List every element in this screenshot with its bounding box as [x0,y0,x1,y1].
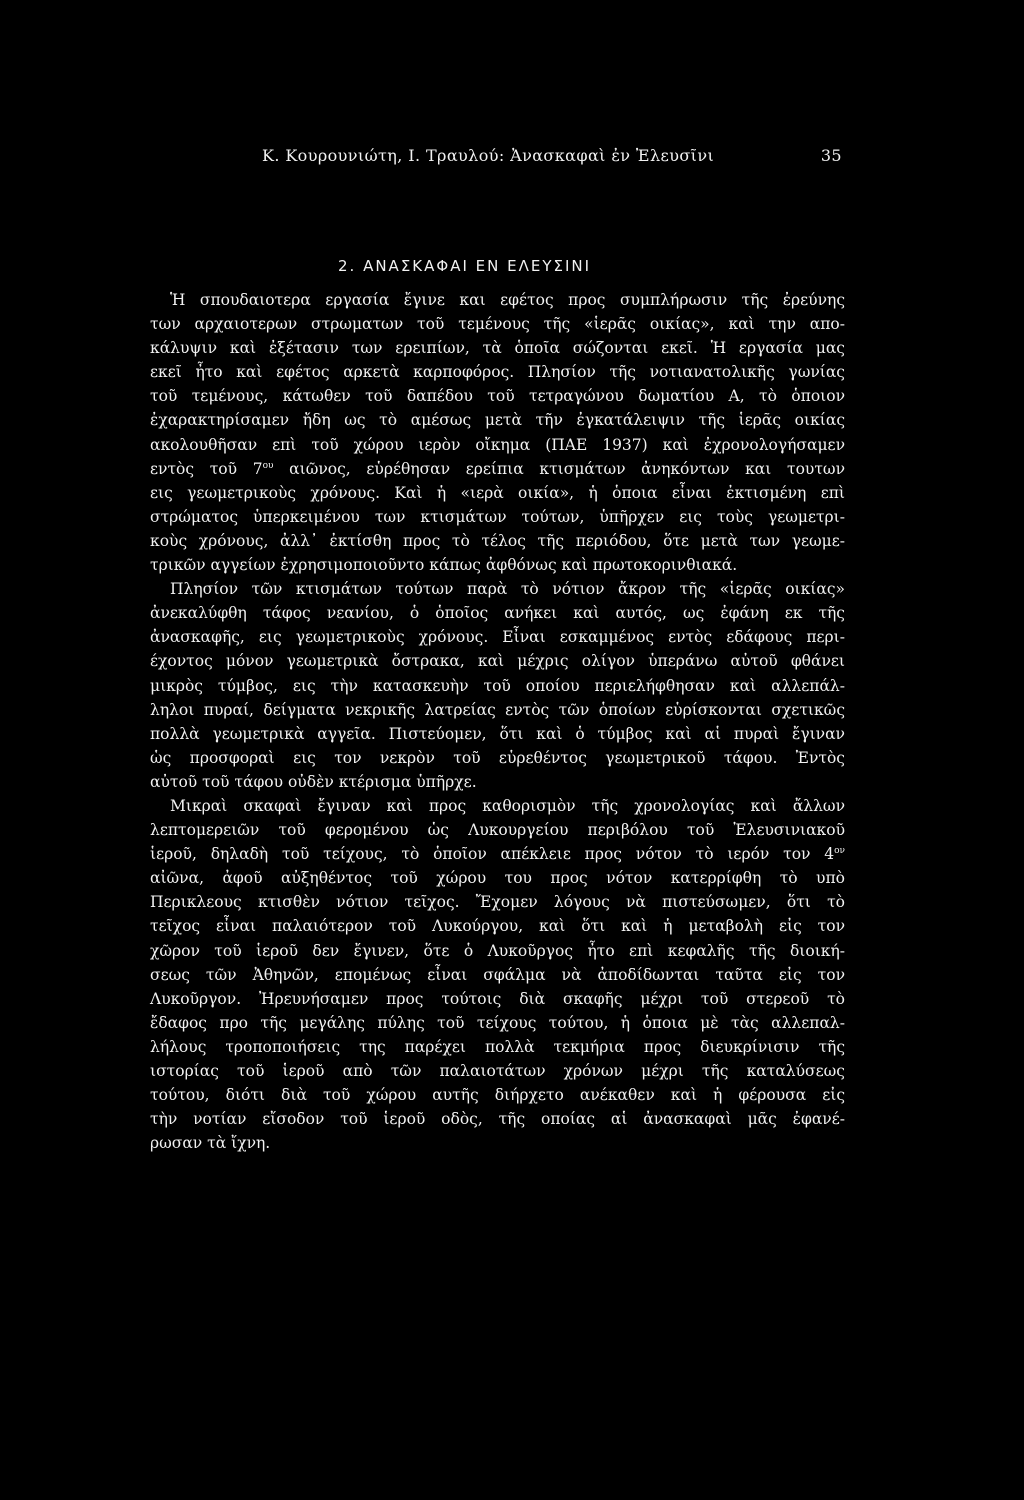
text-line: τὴν νοτίαν εἴσοδον τοῦ ἱεροῦ οδὸς, τῆς οποίας αἱ ἀνασκαφαὶ μᾶς ἐφανέ- [150,1110,845,1129]
text-line: Λυκοῦργον. Ἠρευνήσαμεν προς τούτοις διὰ σκαφῆς μέχρι τοῦ στερεοῦ τὸ [150,989,845,1008]
text-line: Περικλεους κτισθὲν νότιον τεῖχος. Ἔχομεν λόγους νὰ πιστεύσωμεν, ὅτι τὸ [150,893,845,912]
text-line: σεως τῶν Ἀθηνῶν, επομένως εἶναι σφάλμα νὰ ἀποδίδωνται ταῦτα εἰς τον [150,965,845,984]
running-title: Κ. Κουρουνιώτη, Ι. Τραυλού: Ἀνασκαφαὶ ἐν Ἐλευσῖνι [262,146,715,165]
text-line: ιστορίας τοῦ ἱεροῦ απὸ τῶν παλαιοτάτων χρόνων μέχρι τῆς καταλύσεως [150,1062,845,1080]
text-line: λεπτομερειῶν τοῦ φερομένου ὡς Λυκουργείου περιβόλου τοῦ Ἐλευσινιακοῦ [150,821,845,840]
text-line: πολλὰ γεωμετρικὰ αγγεῖα. Πιστεύομεν, ὅτι καὶ ὁ τύμβος καὶ αἱ πυραὶ ἔγιναν [150,724,845,743]
text-line: Μικραὶ σκαφαὶ ἔγιναν καὶ προς καθορισμὸν τῆς χρονολογίας καὶ ἄλλων [170,796,845,815]
text-line: κάλυψιν καὶ ἐξέτασιν των ερειπίων, τὰ ὁποῖα σώζονται εκεῖ. Ἡ εργασία μας [150,339,845,358]
text-line: τεῖχος εἶναι παλαιότερον τοῦ Λυκούργου, καὶ ὅτι καὶ ἡ μεταβολὴ εἰς τον [150,917,845,936]
text-line: ληλοι πυραί, δείγματα νεκρικῆς λατρείας εντὸς τῶν ὁποίων εὑρίσκονται σχετικῶς [150,700,845,719]
text-line: κοὺς χρόνους, ἀλλ᾽ ἐκτίσθη προς τὸ τέλος τῆς περιόδου, ὅτε μετὰ των γεωμε- [150,531,845,550]
text-line: τρικῶν αγγείων ἐχρησιμοποιοῦντο κάπως ἀφθόνως καὶ πρωτοκορινθιακά. [150,556,738,575]
text-line: εκεῖ ἦτο καὶ εφέτος αρκετὰ καρποφόρος. Πλησίον τῆς νοτιανατολικῆς γωνίας [150,363,845,382]
text-line: λήλους τροποποιήσεις της παρέχει πολλὰ τεκμήρια προς διευκρίνισιν τῆς [150,1037,845,1056]
body-text [150,288,845,1155]
text-line: ακολουθῆσαν επὶ τοῦ χώρου ιερὸν οἴκημα (ΠΑΕ 1937) καὶ ἐχρονολογήσαμεν [150,435,845,454]
text-line: ἀνασκαφῆς, εις γεωμετρικοὺς χρόνους. Εἶναι εσκαμμένος εντὸς εδάφους περι- [150,628,845,647]
text-line: εις γεωμετρικοὺς χρόνους. Καὶ ἡ «ιερὰ οικία», ἡ ὁποια εἶναι ἐκτισμένη επὶ [150,483,845,502]
text-line: ἱεροῦ, δηλαδὴ τοῦ τείχους, τὸ ὁποῖον απέκλειε προς νότον τὸ ιερόν τον $4^{o\nu}$ [150,845,845,864]
text-line: εντὸς τοῦ $7^{o\upsilon}$ αιῶνος, εὑρέθησαν ερείπια κτισμάτων ἀνηκόντων και τουτων [150,459,845,478]
text-line: ρωσαν τὰ ἴχνη. [150,1134,271,1153]
text-line: των αρχαιοτερων στρωματων τοῦ τεμένους τῆς «ἱερᾶς οικίας», καὶ την απο- [150,315,845,334]
text-line: Πλησίον τῶν κτισμάτων τούτων παρὰ τὸ νότιον ἄκρον τῆς «ἱερᾶς οικίας» [170,580,845,599]
text-line: αὐτοῦ τοῦ τάφου οὐδὲν κτέρισμα ὑπῆρχε. [150,772,477,791]
text-line: αἰῶνα, ἀφοῦ αὐξηθέντος τοῦ χώρου του προς νότον κατερρίφθη τὸ υπὸ [150,869,845,888]
page-number: 35 [820,146,842,165]
text-line: στρώματος ὑπερκειμένου των κτισμάτων τούτων, ὑπῆρχεν εις τοὺς γεωμετρι- [150,507,845,526]
text-line: ἀνεκαλύφθη τάφος νεανίου, ὁ ὁποῖος ανήκει καὶ αυτός, ως ἐφάνη εκ τῆς [150,604,845,623]
text-line: ὡς προσφοραὶ εις τον νεκρὸν τοῦ εὑρεθέντος γεωμετρικοῦ τάφου. Ἐντὸς [150,748,845,767]
text-line: τοῦ τεμένους, κάτωθεν τοῦ δαπέδου τοῦ τετραγώνου δωματίου Α, τὸ ὁποιον [150,387,845,406]
text-line: Ἡ σπουδαιοτερα εργασία ἔγινε και εφέτος προς συμπλήρωσιν τῆς ἐρεύνης [170,291,845,309]
text-line: ἐχαρακτηρίσαμεν ἤδη ως τὸ αμέσως μετὰ τῆν ἐγκατάλειψιν τῆς ἱερᾶς οικίας [150,411,845,430]
text-line: μικρὸς τύμβος, εις τὴν κατασκευὴν τοῦ οποίου περιελήφθησαν καὶ αλλεπάλ- [150,676,845,695]
text-line: τούτου, διότι διὰ τοῦ χώρου αυτῆς διήρχετο ανέκαθεν καὶ ἡ φέρουσα εἰς [150,1086,845,1105]
section-title: 2. ΑΝΑΣΚΑΦΑΙ ΕΝ ΕΛΕΥΣΙΝΙ [338,257,592,275]
text-line: ἔδαφος προ τῆς μεγάλης πύλης τοῦ τείχους τούτου, ἡ ὁποια μὲ τὰς αλλεπαλ- [150,1013,845,1032]
text-line: έχοντος μόνον γεωμετρικὰ ὄστρακα, καὶ μέχρις ολίγον ὑπεράνω αὐτοῦ φθάνει [150,652,845,671]
text-line: χῶρον τοῦ ἱεροῦ δεν ἔγινεν, ὅτε ὁ Λυκοῦργος ἦτο επὶ κεφαλῆς τῆς διοική- [150,941,845,960]
